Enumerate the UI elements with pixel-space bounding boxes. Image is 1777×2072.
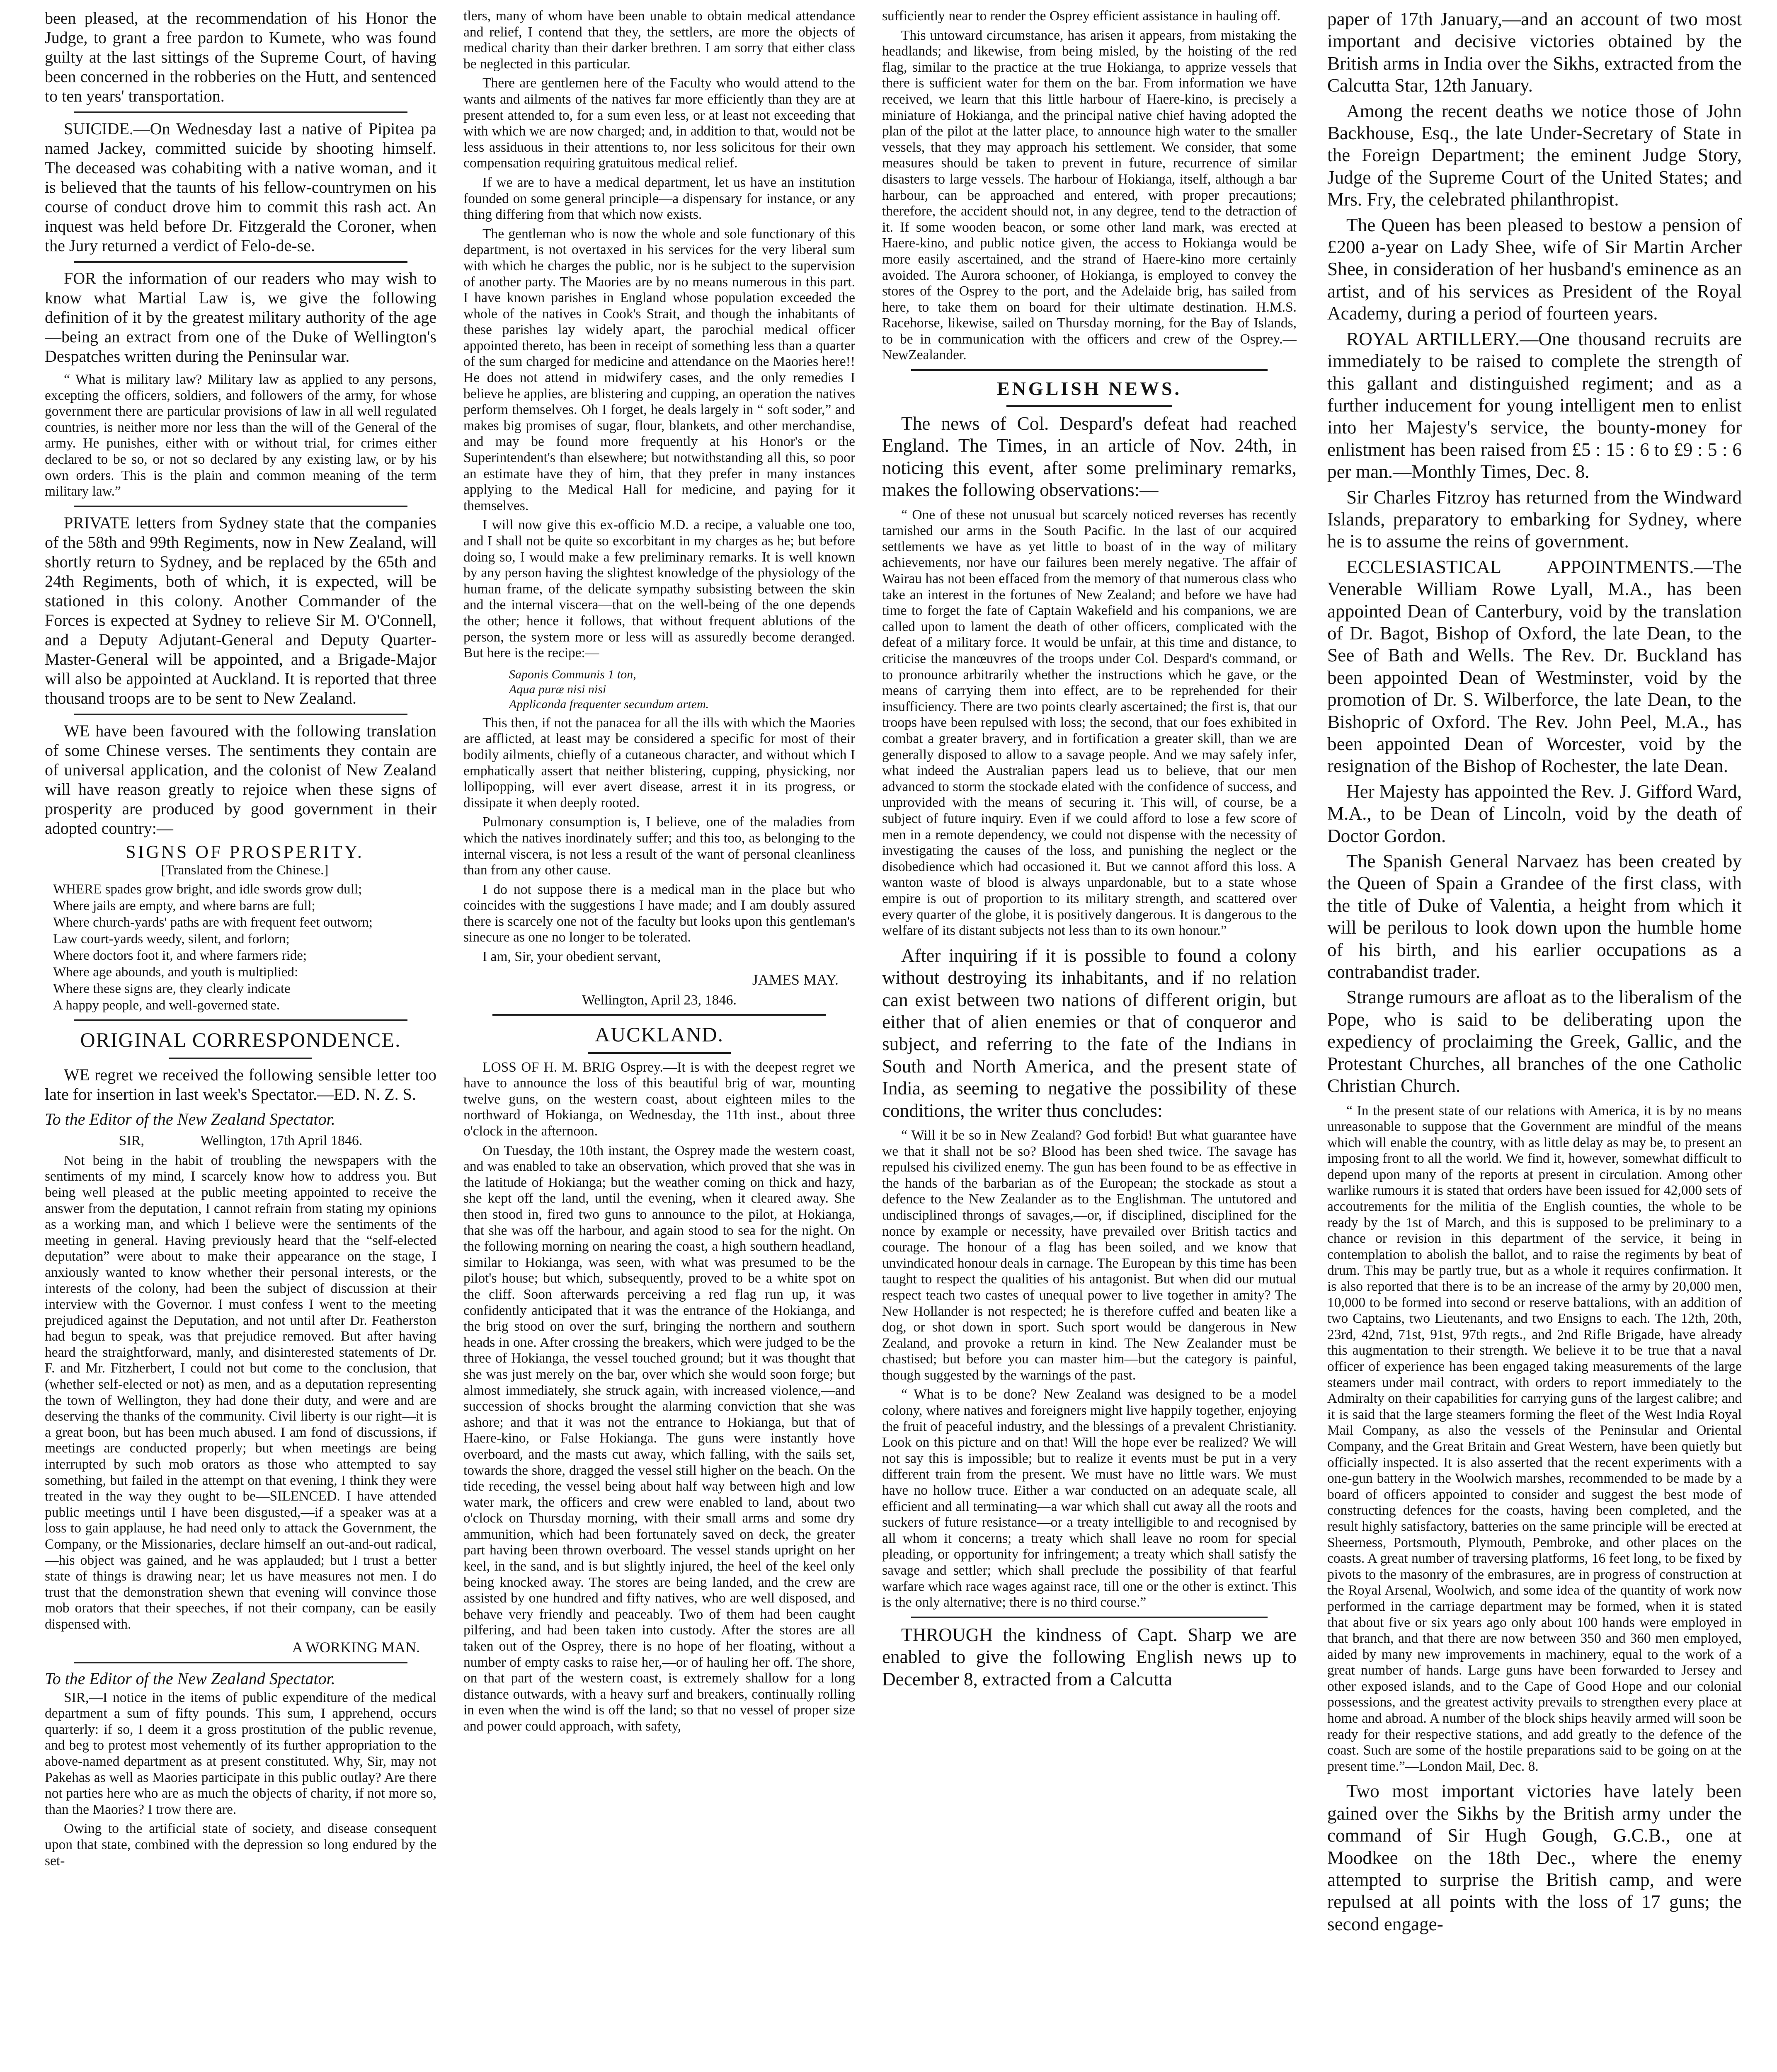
paragraph: ECCLESIASTICAL APPOINTMENTS.—The Venerable William Rowe Lyall, M.A., has been appointed Dean of Canterbury, void by the translation of Dr. Bagot, Bishop of Oxford, the late Dean, to the See of Bath and Wells. The Rev. Dr. Buckland has been appointed Dean of Westminster, void by the promotion of Dr. S. Wilberforce, the late Dean, to the Bishopric of Oxford. The Rev. John Peel, M.A., has been appointed Dean of Worcester, void by the resignation of the Bishop of Rochester, the late Dean. [1327,556,1742,777]
recipe-line: Applicanda frequenter secundum artem. [509,697,709,711]
newspaper-column-4 [1327,8,1742,2072]
article-block [1327,8,1742,1097]
paragraph: WE have been favoured with the following translation of some Chinese verses. The sentiments they contain are of universal application, and the colonist of New Zealand will have reason greatly to rejoice when these signs of prosperity are produced by good government in their adopted country:— [45,721,436,838]
column-rule [74,506,407,507]
column-rule [588,1052,731,1054]
column-rule [1006,405,1172,407]
paragraph: This untoward circumstance, has arisen it appears, from mistaking the headlands; and likewise, from being misled, by the hoisting of the red flag, similar to the practice at the true Hokianga, to apprize vessels that there is sufficient water for them on the bar. From information we have received, we learn that this little harbour of Haere-kino, is precisely a miniature of Hokianga, and the principal native chief having adopted the plan of the pilot at the latter place, to announce high water to the smaller vessels, that they may approach his settlement. We consider, that some measures should be taken to prevent in future, recurrence of similar disasters to large vessels. The harbour of Hokianga, itself, although a bar harbour, can be approached and entered, with proper precautions; therefore, the accident should not, in any degree, tend to the detraction of it. If some wooden beacon, or some other land mark, was erected at Haere-kino, and public notice given, the access to Hokianga would be more easily ascertained, and the strand of Haere-kino more certainly avoided. The Aurora schooner, of Hokianga, is employed to convey the stores of the Osprey to the port, and the Adelaide brig, has sailed from here, to take them on board for their ultimate destination. H.M.S. Racehorse, likewise, sailed on Thursday morning, for the Bay of Islands, to be in communication with the officers and crew of the Osprey.—NewZealander. [882,27,1297,363]
column-rule [74,1019,407,1021]
poem-line: WHERE spades grow bright, and idle swords grow dull; [53,881,362,897]
poem-title: SIGNS OF PROSPERITY. [126,841,364,862]
poem-note: [Translated from the Chinese.] [161,862,329,878]
paragraph: Owing to the artificial state of society, and disease consequent upon that state, combined with the depression so long endured by the set- [45,1821,436,1869]
article-block [463,8,855,661]
paragraph: I will now give this ex-officio M.D. a recipe, a valuable one too, and I shall not be quite so excorbitant in my charges as he; but before doing so, I would make a few preliminary remarks. It is well known by any person having the slightest knowledge of the physiology of the human frame, of the delicate sympathy subsisting between the skin and the internal viscera—that on the well-being of the one depends the other; hence it follows, that without frequent ablutions of the person, the system more or less will as assuredly become deranged. But here is the recipe:— [463,517,855,661]
column-rule [74,261,407,263]
article-block [1327,1780,1742,1935]
poem-line: Where age abounds, and youth is multiplied: [53,964,298,980]
paragraph: Strange rumours are afloat as to the liberalism of the Pope, who is said to be deliberating upon the expediency of proclaiming the Greek, Gallic, and the Protestant Churches, all branches of the one Catholic Christian Church. [1327,987,1742,1097]
paragraph: LOSS OF H. M. BRIG Osprey.—It is with the deepest regret we have to announce the loss of this beautiful brig of war, mounting twelve guns, on the western coast, about eighteen miles to the northward of Hokianga, on Wednesday, the 11th inst., about three o'clock in the afternoon. [463,1059,855,1139]
article-block [463,1060,855,1735]
paragraph: There are gentlemen here of the Faculty who would attend to the wants and ailments of the natives far more efficiently than they are at present attended to, for a sum even less, or at least not exceeding that with which we are now charged; and, in addition to that, would not be less assiduous in their attentions to, nor less solicitous for their own compensation requiring gratuitous medical relief. [463,75,855,171]
newspaper-column-3 [882,8,1297,2072]
article-block [45,269,436,366]
poem-line: Where jails are empty, and where barns are full; [53,898,315,913]
newspaper-column-2 [463,8,855,2072]
poem-line: Law court-yards weedy, silent, and forlorn; [53,931,290,946]
recipe-line: Aqua puræ nisi nisi [509,682,606,696]
column-rule [911,1617,1268,1618]
dateline: Wellington, April 23, 1846. [582,992,737,1008]
paragraph: The news of Col. Despard's defeat had reached England. The Times, in an article of Nov. 24th, in noticing this event, after some preliminary remarks, makes the following observations:— [882,413,1297,501]
paragraph: “ One of these not unusual but scarcely noticed reverses has recently tarnished our arms in the South Pacific. In the last of our acquired settlements we have as yet little to boast of in the way of military achievements, nor have our failures been merely negative. The affair of Wairau has not been effaced from the memory of that numerous class who take an interest in the fortunes of New Zealand; and before we have had time to forget the fate of Captain Wakefield and his companions, we are called upon to lament the death of other officers, complicated with the defeat of a military force. It would be unfair, at this time and distance, to criticise the manœuvres of the troops under Col. Despard's command, or to pronounce arbitrarily whether the instructions which he gave, or the means of carrying them into effect, are to be reprehended for their insufficiency. There are two points clearly ascertained; the first is, that our troops have been repulsed with loss; the second, that our foes exhibited in combat a greater bravery, and in fortification a greater skill, than we are generally disposed to allow to a savage people. And we may safely infer, what indeed the Australian papers lead us to believe, that our men advanced to storm the stockade elated with the confidence of success, and unprovided with the means of securing it. This will, of course, be a subject of future inquiry. Even if we could afford to lose a few score of men in a remote dependency, we could not dispense with the necessity of investigating the causes of the loss, and punishing the neglect or the disobedience which had occasioned it. But we cannot afford this loss. A wanton waste of blood is always unpardonable, but to a state whose empire is out of proportion to its military strength, and scattered over every quarter of the globe, it is positively dangerous. It is dangerous to the welfare of its distant subjects not less than to its own honour.” [882,507,1297,939]
article-block [882,413,1297,501]
article-block [882,507,1297,939]
paragraph: WE regret we received the following sensible letter too late for insertion in last week's Spectator.—ED. N. Z. S. [45,1065,436,1104]
column-rule [492,1014,826,1016]
article-block [882,8,1297,363]
paragraph: FOR the information of our readers who may wish to know what Martial Law is, we give the following definition of it by the greatest military authority of the age—being an extract from one of the Duke of Wellington's Despatches written during the Peninsular war. [45,269,436,366]
paragraph: I do not suppose there is a medical man in the place but who coincides with the suggestions I have made; and I am doubly assured there is scarcely one not of the faculty but looks upon this gentleman's sinecure as one no longer to be tolerated. [463,881,855,945]
column-rule [74,714,407,715]
poem [53,841,436,1014]
paragraph: Among the recent deaths we notice those of John Backhouse, Esq., the late Under-Secretary of State in the Foreign Department; the eminent Judge Story, Judge of the Supreme Court of the United States; and Mrs. Fry, the celebrated philanthropist. [1327,100,1742,210]
paragraph: SIR,—I notice in the items of public expenditure of the medical department a sum of fifty pounds. This sum, I apprehend, occurs quarterly: if so, I deem it a gross prostitution of the public revenue, and beg to protest most vehemently of its further appropriation to the above-named department as at present constituted. Why, Sir, may not Pakehas as well as Maories participate in this public outlay? Are there not parties here who are as much the objects of charity, if not more so, than the Maories? I trow there are. [45,1690,436,1817]
article-block [45,8,436,106]
dateline: SIR, Wellington, 17th April 1846. [119,1133,363,1148]
letter-address: To the Editor of the New Zealand Spectator. [45,1669,335,1688]
paragraph: PRIVATE letters from Sydney state that the companies of the 58th and 99th Regiments, now in New Zealand, will shortly return to Sydney, and be replaced by the 65th and 24th Regiments, both of which, it is expected, will be stationed in this colony. Another Commander of the Forces is expected at Sydney to relieve Sir M. O'Connell, and a Deputy Adjutant-General and Deputy Quarter-Master-General will be appointed, and a Brigade-Major will also be appointed at Auckland. It is reported that three thousand troops are to be sent to New Zealand. [45,513,436,707]
article-block [45,119,436,255]
poem-line: Where these signs are, they clearly indicate [53,981,291,996]
paragraph: The gentleman who is now the whole and sole functionary of this department, is not overtaxed in his services for the very liberal sum with which he charges the public, nor is he subject to the supervision of another party. The Maories are by no means numerous in this part. I have known parishes in England whose population exceeded the whole of the natives in Cook's Strait, and though the inhabitants of these parishes lay widely apart, the parochial medical officer appointed thereto, has been in receipt of something less than a quarter of the sum charged for medicine and attendance on the Maories here!! He does not attend in midwifery cases, and the only remedies I believe he applies, are blistering and cupping, an operation the natives perform themselves. Oh I forget, he deals largely in “ soft soder,” and makes big promises of sugar, flour, blankets, and other merchandise, and may be found more frequently at his Honor's or the Superintendent's than elsewhere; but notwithstanding all this, so poor an estimate have they of him, that they prefer in many instances applying to the Medical Hall for medicine, and paying for it themselves. [463,226,855,513]
paragraph: This then, if not the panacea for all the ills with which the Maories are afflicted, at least may be considered a specific for most of their bodily ailments, chiefly of a cutaneous character, and without which I emphatically assert that neither blistering, cupping, physicking, nor lollipopping, will ever avert disease, arrest it in its progress, or dissipate it when deeply rooted. [463,715,855,811]
paragraph: The Queen has been pleased to bestow a pension of £200 a-year on Lady Shee, wife of Sir Martin Archer Shee, in consideration of her husband's eminence as an artist, and of his services as President of the Royal Academy, during a period of fourteen years. [1327,214,1742,324]
paragraph: On Tuesday, the 10th instant, the Osprey made the western coast, and was enabled to take an observation, which proved that she was in the latitude of Hokianga; but the weather coming on thick and hazy, she kept off the land, until the evening, when it cleared away. She then stood in, fired two guns to announce to the pilot, at Hokianga, that she was off the harbour, and again stood to sea for the night. On the following morning on nearing the coast, a high southern headland, similar to Hokianga, was seen, with what was presumed to be the pilot's house; but which, subsequently, proved to be a white spot on the cliff. Soon afterwards perceiving a red flag run up, it was confidently anticipated that it was the entrance of the Hokianga, and the brig stood on over the surf, bringing the northern and southern heads in one. After crossing the breakers, which were judged to be the three of Hokianga, the vessel touched ground; but it was thought that she was just merely on the bar, over which she would soon forge; but almost immediately, she struck again, with increased violence,—and succession of shocks brought the alarming conviction that she was ashore; and that it was not the entrance to Hokianga, but that of Haere-kino, or False Hokianga. The guns were instantly hove overboard, and the masts cut away, which falling, with the sails set, towards the shore, dragged the vessel still higher on the beach. On the tide receding, the vessel being about half way between high and low water mark, the officers and crew were enabled to land, about two o'clock on Thursday morning, with their small arms and some dry ammunition, which had been fortunately saved on deck, the greater part having been thrown overboard. The vessel stands upright on her keel, in the sand, and is but slightly injured, the heel of the keel only being knocked away. The stores are being landed, and the crew are assisted by one hundred and fifty natives, who are well disposed, and behave very friendly and peaceably. Two of them had been caught pilfering, and had been taken into custody. After the stores are all taken out of the Osprey, there is no hope of her floating, without a number of empty casks to raise her,—or of hauling her off. The shore, on that part of the western coast, is extremely shallow for a long distance outwards, with a heavy surf and breakers, continually rolling in even when the wind is off the land; so that no vessel of proper size and power could approach, with safety, [463,1143,855,1734]
article-block [45,372,436,500]
paragraph: tlers, many of whom have been unable to obtain medical attendance and relief, I contend that they, the settlers, are more the objects of medical charity than their darker brethren. I am sorry that either class be neglected in this particular. [463,8,855,72]
paragraph: “ What is military law? Military law as applied to any persons, excepting the officers, soldiers, and followers of the army, for whose government there are particular provisions of law in all well regulated countries, is neither more nor less than the will of the General of the army. He punishes, either with or without trial, for crimes either declared to be so, or not so declared by any existing law, or by his own orders. This is the plain and common meaning of the term military law.” [45,372,436,499]
article-block [882,1624,1297,1690]
paragraph: If we are to have a medical department, let us have an institution founded on some general principle—a dispensary for instance, or any thing differing from that which now exists. [463,174,855,223]
paragraph: ROYAL ARTILLERY.—One thousand recruits are immediately to be raised to complete the strength of this gallant and distinguished regiment; and as a further inducement for young intelligent men to enlist into her Majesty's service, the bounty-money for enlistment has been raised from £5 : 15 : 6 to £9 : 5 : 6 per man.—Monthly Times, Dec. 8. [1327,328,1742,482]
paragraph: “ Will it be so in New Zealand? God forbid! But what guarantee have we that it shall not be so? Blood has been shed twice. The savage has repulsed his civilized enemy. The gun has been found to be as effective in the hands of the barbarian as of the European; the stockade as stout a defence to the New Zealander as to the Englishman. The untutored and undisciplined throngs of savages,—or, if disciplined, disciplined for the nonce by example or necessity, have prevailed over British tactics and courage. The honour of a flag has been soiled, and we know that unvindicated honour deals in carnage. The European by this time has been taught to respect the qualities of his antagonist. But when did our mutual respect teach two castes of unequal power to live together in amity? The New Hollander is not respected; he is therefore cuffed and beaten like a dog, or shot down in sport. Such sport would be dangerous in New Zealand, and provoke a return in kind. The New Zealander must be chastised; but before you can master him—but the category is painful, though suggested by the warnings of the past. [882,1127,1297,1383]
paragraph: Her Majesty has appointed the Rev. J. Gifford Ward, M.A., to be Dean of Lincoln, void by the death of Doctor Gordon. [1327,781,1742,846]
article-block [882,1128,1297,1611]
paragraph: After inquiring if it is possible to found a colony without destroying its inhabitants, and if no relation can exist between two nations of different origin, but either that of alien enemies or that of conqueror and subject, and referring to the fate of the Indians in South and North America, and the present state of India, as seeming to negative the possibility of these conditions, the writer thus concludes: [882,945,1297,1121]
signature: A WORKING MAN. [292,1639,420,1656]
article-block [45,721,436,838]
paragraph: Not being in the habit of troubling the newspapers with the sentiments of my mind, I scarcely know how to address you. But being well pleased at the public meeting appointed to receive the answer from the deputation, I cannot refrain from stating my opinions as a working man, and which I believe were the sentiments of the meeting in general. Having previously heard that the “self-elected deputation” were about to make their appearance on the stage, I anxiously wanted to know whether their personal interests, or the interests of the colony, had been the subject of discussion at their interview with the Governor. I must confess I went to the meeting prejudiced against the Deputation, and not until after Dr. Featherston had begun to speak, was that prejudice removed. But after having heard the straightforward, manly, and disinterested statements of Dr. F. and Mr. Fitzherbert, I could not but come to the conclusion, that (whether self-elected or not) as men, and as a deputation representing the town of Wellington, they had done their duty, and were and are deserving the thanks of the community. Civil liberty is our right—it is a great boon, but has been much abused. I am fond of discussions, if meetings are conducted properly; but when meetings are being interrupted by such mob orators as those who attempted to say something, but failed in the attempt on that evening, I think they were treated in the way they ought to be—SILENCED. I have attended public meetings until I have been disgusted,—if a speaker was at a loss to gain applause, he had need only to attack the Government, the Company, or the Missionaries, declare himself an out-and-out radical,—his object was gained, and he was applauded; but I trust a better state of things is drawing near; let us have measures not men. I do trust that the demonstration shewn that evening will convince those mob orators that their speeches, if not their company, can be easily dispensed with. [45,1152,436,1632]
paragraph: Two most important victories have lately been gained over the Sikhs by the British army under the command of Sir Hugh Gough, G.C.B., one at Moodkee on the 18th Dec., where the enemy attempted to surprise the British camp, and were repulsed at all points with the loss of 17 guns; the second engage- [1327,1781,1742,1934]
recipe-line: Saponis Communis 1 ton, [509,667,636,681]
paragraph: paper of 17th January,—and an account of two most important and decisive victories obtained by the British arms in India over the Sikhs, extracted from the Calcutta Star, 12th January. [1327,9,1742,96]
column-rule [74,111,407,113]
paragraph: Pulmonary consumption is, I believe, one of the maladies from which the natives inordinately suffer; and this too, as belonging to the internal viscera, is not less a result of the want of personal cleanliness than from any other cause. [463,814,855,878]
paragraph: “ In the present state of our relations with America, it is by no means unreasonable to suppose that the Government are mindful of the means which will enable the country, with as little delay as may be, to present an imposing front to all the world. We find it, however, somewhat difficult to depend upon many of the reports at present in circulation. Among other warlike rumours it is stated that orders have been issued for 42,000 sets of accoutrements for the militia of the English counties, the whole to be ready by the 1st of March, and this is supposed to be preliminary to a chance or revision in this department of the service, it being in contemplation to abolish the ballot, and to raise the regiments by beat of drum. This may be partly true, but as a whole it requires confirmation. It is also reported that there is to be an increase of the army by 20,000 men, 10,000 to be formed into second or reserve battalions, with an addition of two Captains, two Lieutenants, and two Ensigns to each. The 12th, 20th, 23rd, 42nd, 71st, 91st, 97th regts., and 2nd Rifle Brigade, have already this augmentation to their strength. We believe it to be true that a naval officer of experience has been engaged taking measurements of the large steamers under mail contract, with orders to report immediately to the Admiralty on their capabilities for carrying guns of the largest calibre; and it is said that the large steamers forming the fleet of the West India Royal Mail Company, as also the vessels of the Peninsular and Oriental Company, and the Great Britain and Great Western, have been quietly but officially inspected. It is also asserted that the recent experiments with a one-gun battery in the Woolwich marshes, recommended to be made by a board of officers appointed to consider and suggest the best mode of constructing defences for the coasts, having been completed, and the result highly satisfactory, batteries on the same principle will be erected at Sheerness, Portsmouth, Plymouth, Pembroke, and other places on the coasts. A great number of traversing platforms, 16 feet long, to be fixed by pivots to the masonry of the embrasures, are in progress of construction at the Royal Arsenal, Woolwich, and some idea of the quantity of work now performed in the carriage department may be formed, when it is stated that about five or six years ago only about 100 hands were employed in that branch, and that there are now between 350 and 360 men employed, aided by many new improvements in machinery, equal to the work of a great number of hands. Large guns have been forwarded to Jersey and other exposed islands, and to the Cape of Good Hope and our colonial possessions, and the greatest activity prevails to strengthen every place at home and abroad. A number of the block ships heavily armed will soon be ready for their respective stations, and add greatly to the defence of the coast. Such are some of the hostile preparations said to be going on at the present time.”—London Mail, Dec. 8. [1327,1103,1742,1774]
paragraph: “ What is to be done? New Zealand was designed to be a model colony, where natives and foreigners might live happily together, enjoying the fruit of peaceful industry, and the blessings of a prevalent Christianity. Look on this picture and on that! Will the hope ever be realized? We will not say this is impossible; but to realize it events must be put in a very different train from the present. We must have no little wars. We must have no hollow truce. Either a war conducted on an adequate scale, all efficient and all terminating—a war which shall cut away all the roots and suckers of future resistance—or a treaty intelligible to and recognised by all whom it concerns; a treaty which shall leave no room for special pleading, or opportunity for infringement; a treaty which shall satisfy the savage and settler; which shall preclude the possibility of that fearful warfare which race wages against race, till one or the other is extinct. This is the only alternative; there is no third course.” [882,1387,1297,1610]
article-block [45,513,436,708]
recipe [509,667,855,712]
section-heading: ENGLISH NEWS. [996,378,1182,399]
article-block [463,715,855,965]
column-rule [911,369,1268,371]
signature: JAMES MAY. [752,971,839,988]
paragraph: sufficiently near to render the Osprey efficient assistance in hauling off. [882,8,1280,24]
paragraph: THROUGH the kindness of Capt. Sharp we are enabled to give the following English news up to December 8, extracted from a Calcutta [882,1624,1297,1690]
section-heading: AUCKLAND. [594,1022,724,1046]
poem-line: Where doctors foot it, and where farmers ride; [53,948,307,963]
paragraph: SUICIDE.—On Wednesday last a native of Pipitea pa named Jackey, committed suicide by shooting himself. The deceased was cohabiting with a native woman, and it is believed that the taunts of his fellow-countrymen on his course of conduct drove him to commit this rash act. An inquest was held before Dr. Fitzgerald the Coroner, when the Jury returned a verdict of Felo-de-se. [45,119,436,255]
paragraph: The Spanish General Narvaez has been created by the Queen of Spain a Grandee of the first class, with the title of Duke of Valentia, a height from which it will be perilous to look down upon the humble home of his birth, and his earlier occupations as a contrabandist trader. [1327,851,1742,983]
paragraph: I am, Sir, your obedient servant, [482,949,661,965]
poem-line: Where church-yards' paths are with frequent feet outworn; [53,915,373,930]
article-block [45,1153,436,1633]
column-rule [74,1662,407,1663]
article-block [45,1690,436,1869]
article-block [45,1065,436,1104]
poem-line: A happy people, and well-governed state. [53,997,280,1013]
article-block [1327,1103,1742,1775]
paragraph: Sir Charles Fitzroy has returned from the Windward Islands, preparatory to embarking for Sydney, where he is to assume the reins of government. [1327,487,1742,552]
letter-address: To the Editor of the New Zealand Spectator. [45,1109,335,1128]
section-heading: ORIGINAL CORRESPONDENCE. [80,1028,401,1051]
newspaper-column-1 [45,8,436,2072]
column-rule [169,1058,312,1059]
article-block [882,945,1297,1122]
paragraph: been pleased, at the recommendation of his Honor the Judge, to grant a free pardon to Kumete, who was found guilty at the last sittings of the Supreme Court, of having been concerned in the robberies on the Hutt, and sentenced to ten years' transportation. [45,9,436,105]
